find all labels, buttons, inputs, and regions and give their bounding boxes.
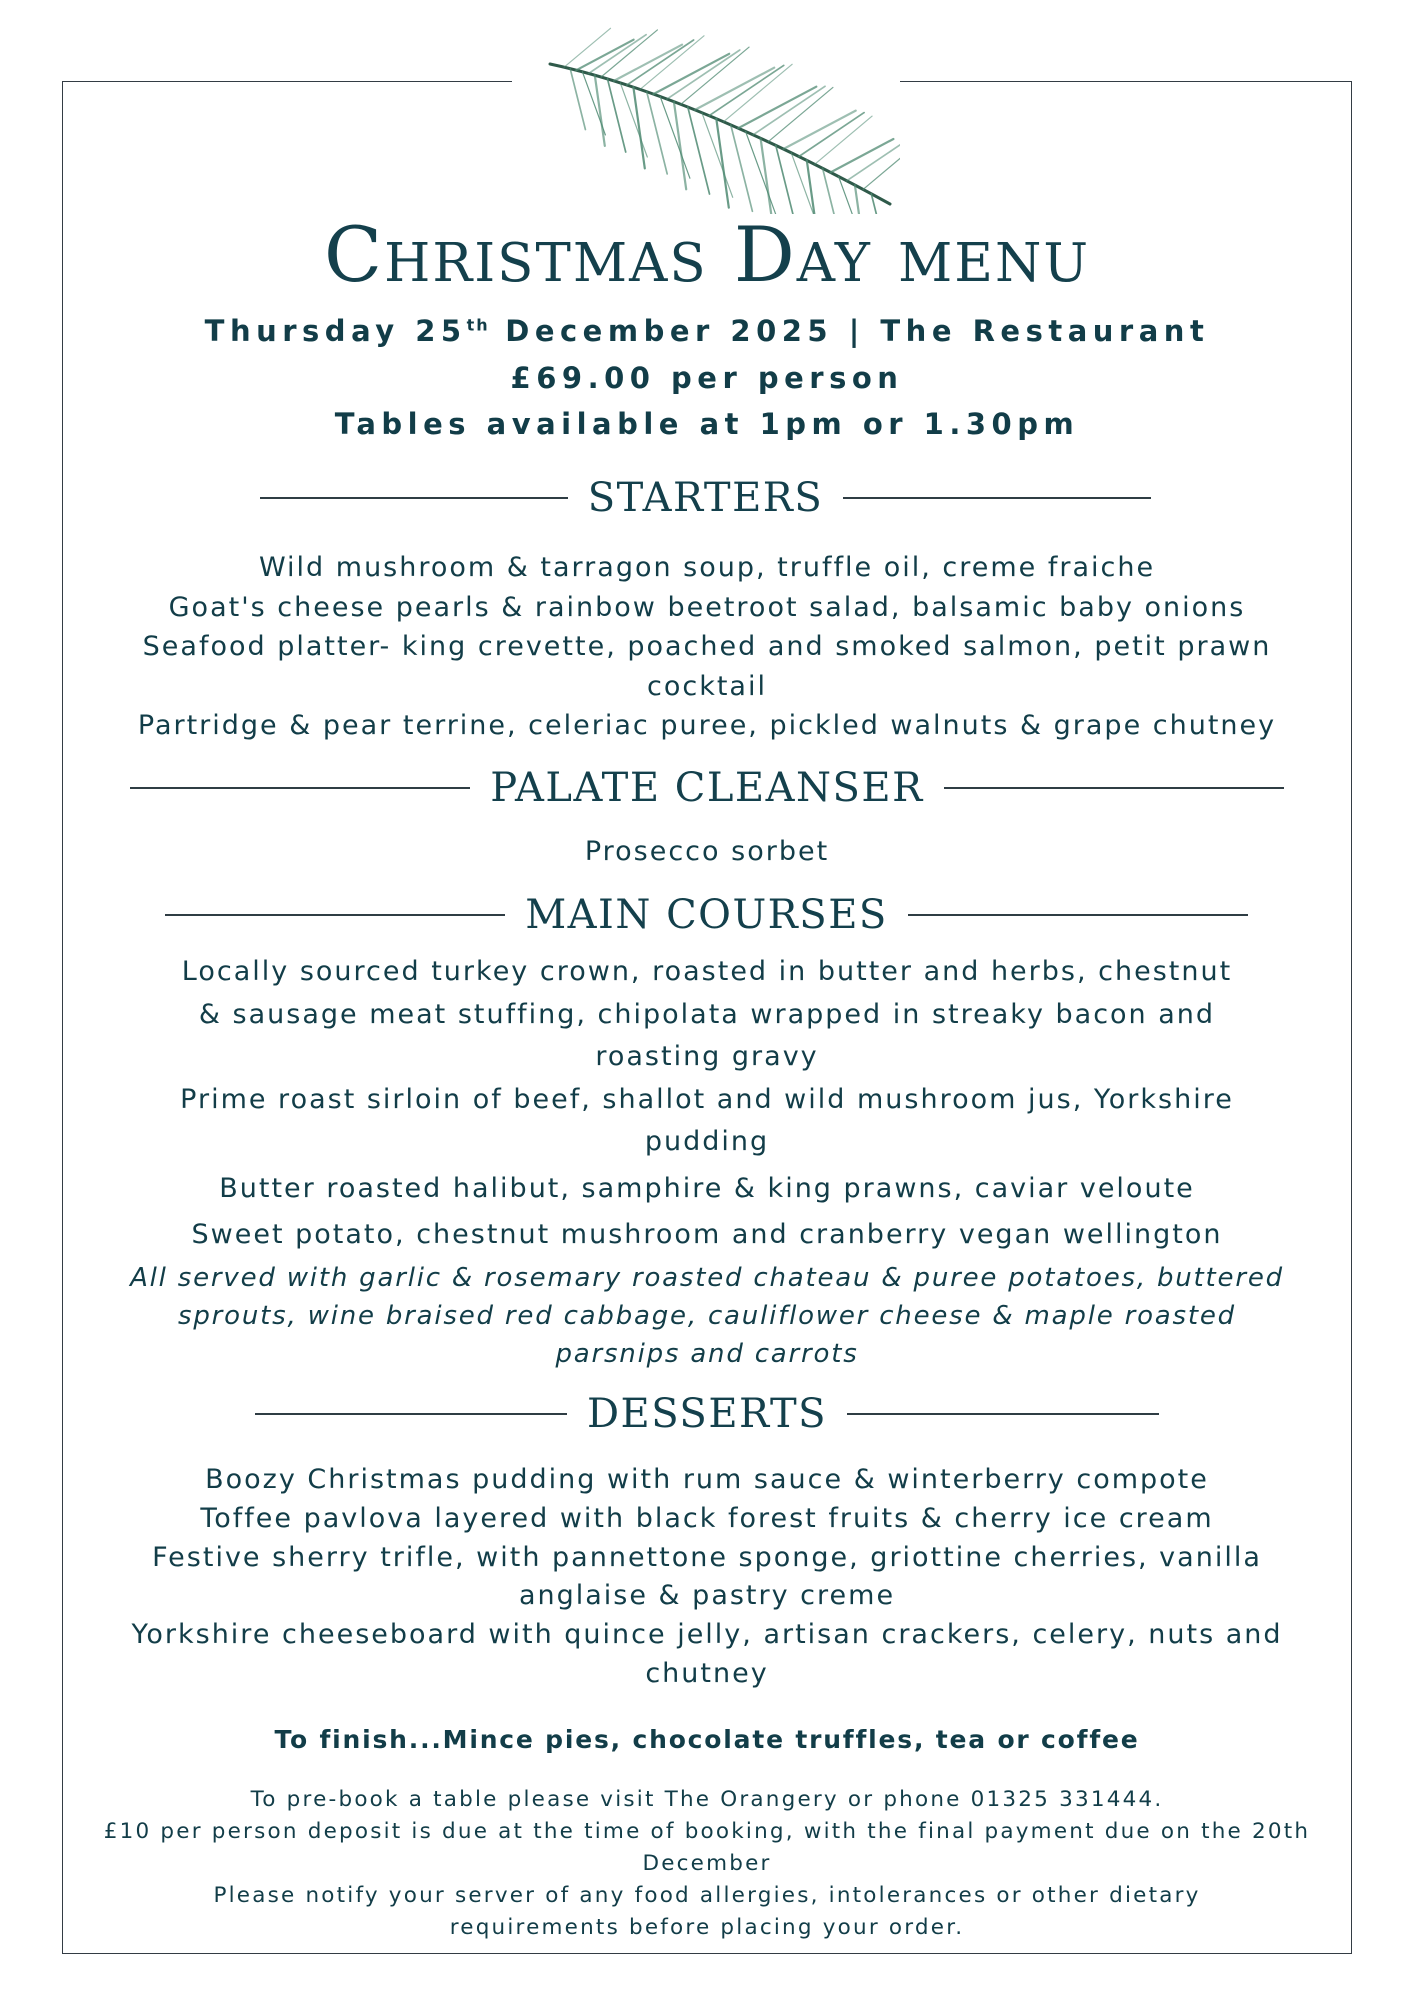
desserts-list [80,1461,1334,1694]
menu-item: Goat's cheese pearls & rainbow beetroot salad, balsamic baby onions [168,591,1246,623]
starters-heading [259,475,1152,521]
palate-list [80,833,1334,871]
divider-line [843,497,1151,499]
finish-line: To finish...Mince pies, chocolate truffles, tea or coffee [274,1725,1140,1754]
menu-item: Sweet potato, chestnut mushroom and cranberry vegan wellington [191,1219,1223,1250]
menu-item: Partridge & pear terrine, celeriac puree, pickled walnuts & grape chutney [137,710,1277,741]
menu-item: Festive sherry trifle, with pannettone sponge, griottine cherries, vanilla anglaise & pastry creme [152,1541,1262,1612]
menu-item: Seafood platter- king crevette, poached and smoked salmon, petit prawn cocktail [142,631,1272,702]
menu-item: Wild mushroom & tarragon soup, truffle oil, creme fraiche [258,552,1156,583]
menu-item: Prosecco sorbet [584,836,830,867]
divider-line [944,787,1284,789]
divider-line [255,1413,567,1415]
menu-item: Toffee pavlova layered with black forest fruits & cherry ice cream [200,1502,1214,1534]
menu-item: Locally sourced turkey crown, roasted in butter and herbs, chestnut & sausage meat stuffing, chipolata wrapped in streaky bacon and roasting gravy [181,956,1233,1072]
palate-heading [162,765,1252,811]
price-line: £69.00 per person [510,361,904,395]
desserts-heading [250,1391,1164,1437]
section-title: MAIN COURSES [525,892,888,938]
date-venue-line: Thursday 25th December 2025 | The Restaurant [204,314,1210,348]
section-title: STARTERS [587,475,824,521]
mains-list [80,951,1334,1257]
menu-item: Boozy Christmas pudding with rum sauce & winterberry compote [205,1464,1209,1495]
allergy-text: Please notify your server of any food allergies, intolerances or other dietary requirements before placing your order. [213,1883,1201,1940]
booking-info [90,1784,1324,1944]
section-title: DESSERTS [586,1391,828,1437]
mains-accompaniments: All served with garlic & rosemary roasted chateau & puree potatoes, buttered sprouts, wine braised red cabbage, cauliflower cheese & maple roasted parsnips and carrots [130,1263,1284,1369]
booking-text: To pre-book a table please visit The Orangery or phone 01325 331444. [250,1787,1164,1812]
deposit-text: £10 per person deposit is due at the time of booking, with the final payment due on the 20th December [103,1819,1311,1876]
mains-heading [155,892,1258,938]
menu-item: Butter roasted halibut, samphire & king prawns, caviar veloute [219,1172,1195,1204]
page-title: Christmas Day menu [323,210,1091,299]
pine-sprig-icon [540,14,900,214]
menu-item: Yorkshire cheeseboard with quince jelly, artisan crackers, celery, nuts and chutney [131,1619,1283,1689]
divider-line [908,914,1248,916]
starters-list [80,548,1334,746]
divider-line [165,914,505,916]
divider-line [130,787,470,789]
tables-line: Tables available at 1pm or 1.30pm [334,407,1080,441]
divider-line [260,497,568,499]
menu-item: Prime roast sirloin of beef, shallot and wild mushroom jus, Yorkshire pudding [180,1083,1234,1157]
section-title: PALATE CLEANSER [490,765,924,811]
divider-line [847,1413,1159,1415]
